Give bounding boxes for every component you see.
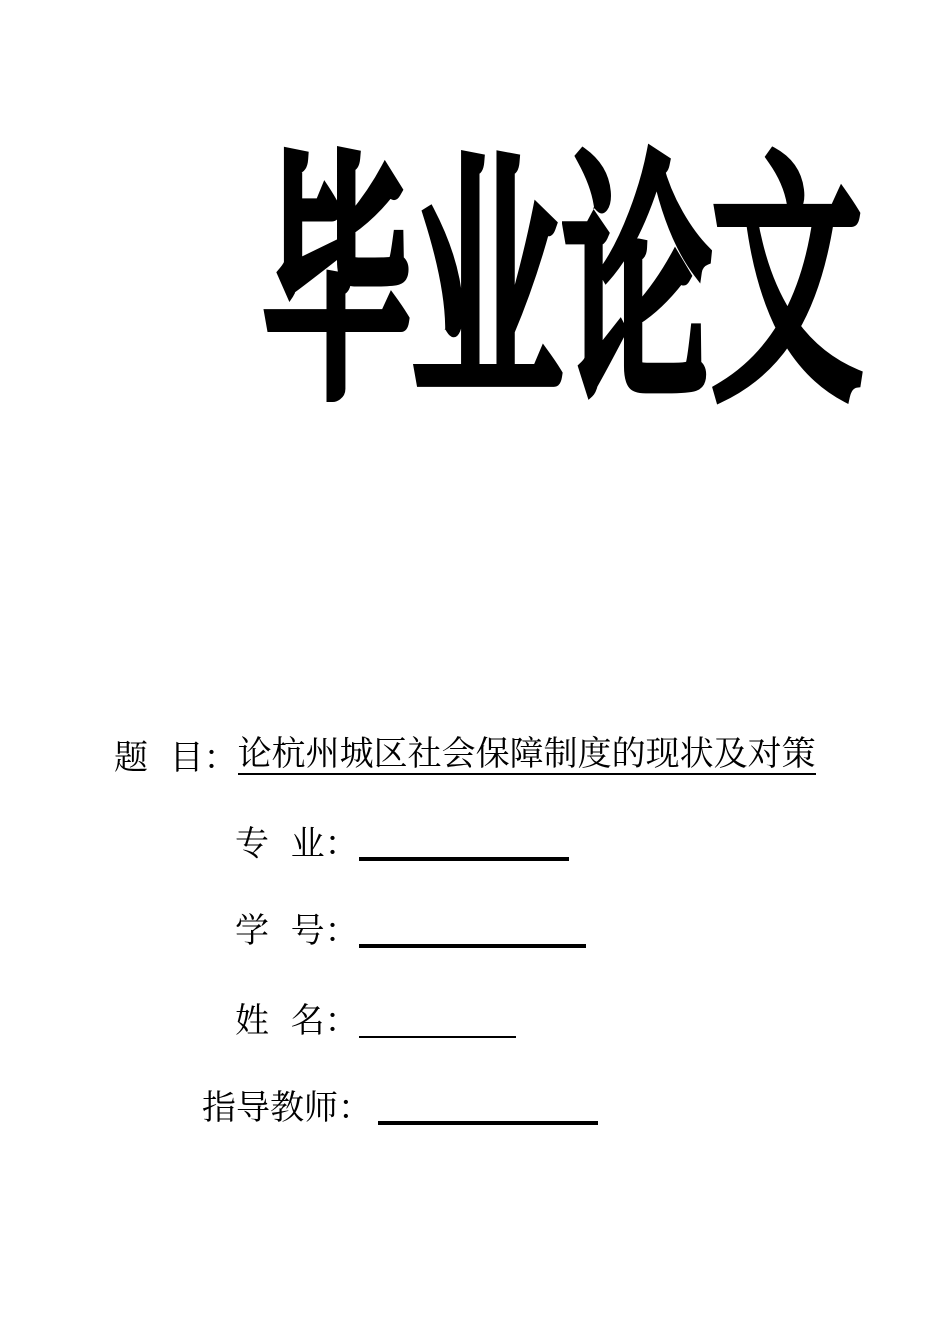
student-id-blank[interactable]	[359, 914, 586, 948]
title-value: 论杭州城区社会保障制度的现状及对策	[237, 734, 816, 774]
name-label: 姓 名：	[235, 1001, 359, 1041]
title-label: 题 目：	[114, 738, 238, 778]
major-blank[interactable]	[359, 827, 569, 861]
cover-heading-char-4: 文	[712, 132, 863, 438]
cover-heading-char-3: 论	[562, 132, 713, 438]
cover-heading-char-2: 业	[412, 132, 563, 438]
cover-heading	[262, 132, 863, 438]
name-row	[235, 1001, 516, 1041]
name-blank[interactable]	[359, 1006, 516, 1038]
cover-heading-char-1: 毕	[262, 132, 413, 438]
major-label: 专 业：	[235, 824, 359, 864]
student-id-label: 学 号：	[235, 911, 359, 951]
advisor-blank[interactable]	[378, 1091, 598, 1125]
student-id-row	[235, 911, 586, 951]
major-row	[235, 824, 569, 864]
advisor-row	[202, 1088, 598, 1128]
title-row	[114, 734, 816, 778]
advisor-label: 指导教师：	[202, 1088, 372, 1128]
